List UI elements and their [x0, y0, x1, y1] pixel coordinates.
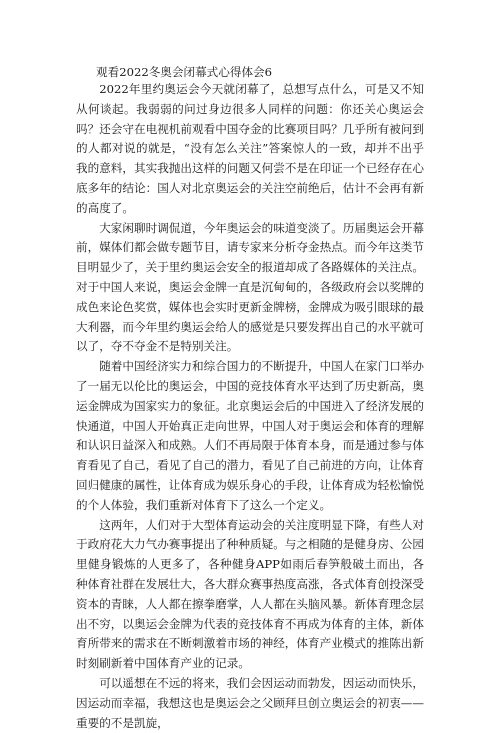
paragraph: 2022年里约奥运会今天就闭幕了，总想写点什么，可是又不知从何谈起。我弱弱的问过身边很多人同样的问题：你还关心奥运会吗？还会守在电视机前观看中国夺金的比赛项目吗？几乎所有被问到的人都对说的就是，“没有怎么关注”答案惊人的一致，却并不出乎我的意料，其实我抛出这样的问题又何尝不是在印证一个已经存在心底多年的结论：国人对北京奥运会的关注空前绝后，估计不会再有新的高度了。 — [76, 82, 424, 215]
paragraph: 随着中国经济实力和综合国力的不断提升，中国人在家门口举办了一届无以伦比的奥运会，中国的竞技体育水平达到了历史新高，奥运金牌成为国家实力的象征。北京奥运会后的中国进入了经济发展的快通道，中国人开始真正走向世界，中国人对于奥运会和体育的理解和认识日益深入和成熟。人们不再局限于体育本身，而是通过参与体育看见了自己，看见了自己的潜力，看见了自己前进的方向，让体育回归健康的属性，让体育成为娱乐身心的手段，让体育成为轻松愉悦的个人体验，我们重新对体育下了这么一个定义。 — [76, 359, 424, 512]
paragraph: 可以遥想在不远的将来，我们会因运动而勃发，因运动而快乐，因运动而幸福，我想这也是奥运会之父顾拜旦创立奥运会的初衷——重要的不是凯旋， — [76, 675, 424, 730]
paragraph: 大家闲聊时调侃道，今年奥运会的味道变淡了。历届奥运会开幕前，媒体们都会做专题节目，请专家来分析夺金热点。而今年这类节目明显少了，关于里约奥运会安全的报道却成了各路媒体的关注点。对于中国人来说，奥运会金牌一直是沉甸甸的，各级政府会以奖牌的成色来论色奖赏，媒体也会实时更新金牌榜，金牌成为吸引眼球的最大利器，而今年里约奥运会给人的感觉是只要发挥出自己的水平就可以了，夺不夺金不是特别关注。 — [76, 220, 424, 354]
paragraph: 这两年，人们对于大型体育运动会的关注度明显下降，有些人对于政府花大力气办赛事提出了种种质疑。与之相随的是健身房、公园里健身锻炼的人更多了，各种健身APP如雨后春笋般破土而出，各种体育社群在发展壮大，各大群众赛事热度高涨，各式体育创投深受资本的青睐，人人都在擦拳磨掌，人人都在头脑风暴。新体育理念层出不穷，以奥运会金牌为代表的竞技体育不再成为体育的主体，新体育所带来的需求在不断刺激着市场的神经，体育产业模式的推陈出新时刻刷新着中国体育产业的记录。 — [76, 517, 424, 671]
document-title: 观看2022冬奥会闭幕式心得体会6 — [96, 65, 273, 79]
document-body — [76, 80, 424, 733]
